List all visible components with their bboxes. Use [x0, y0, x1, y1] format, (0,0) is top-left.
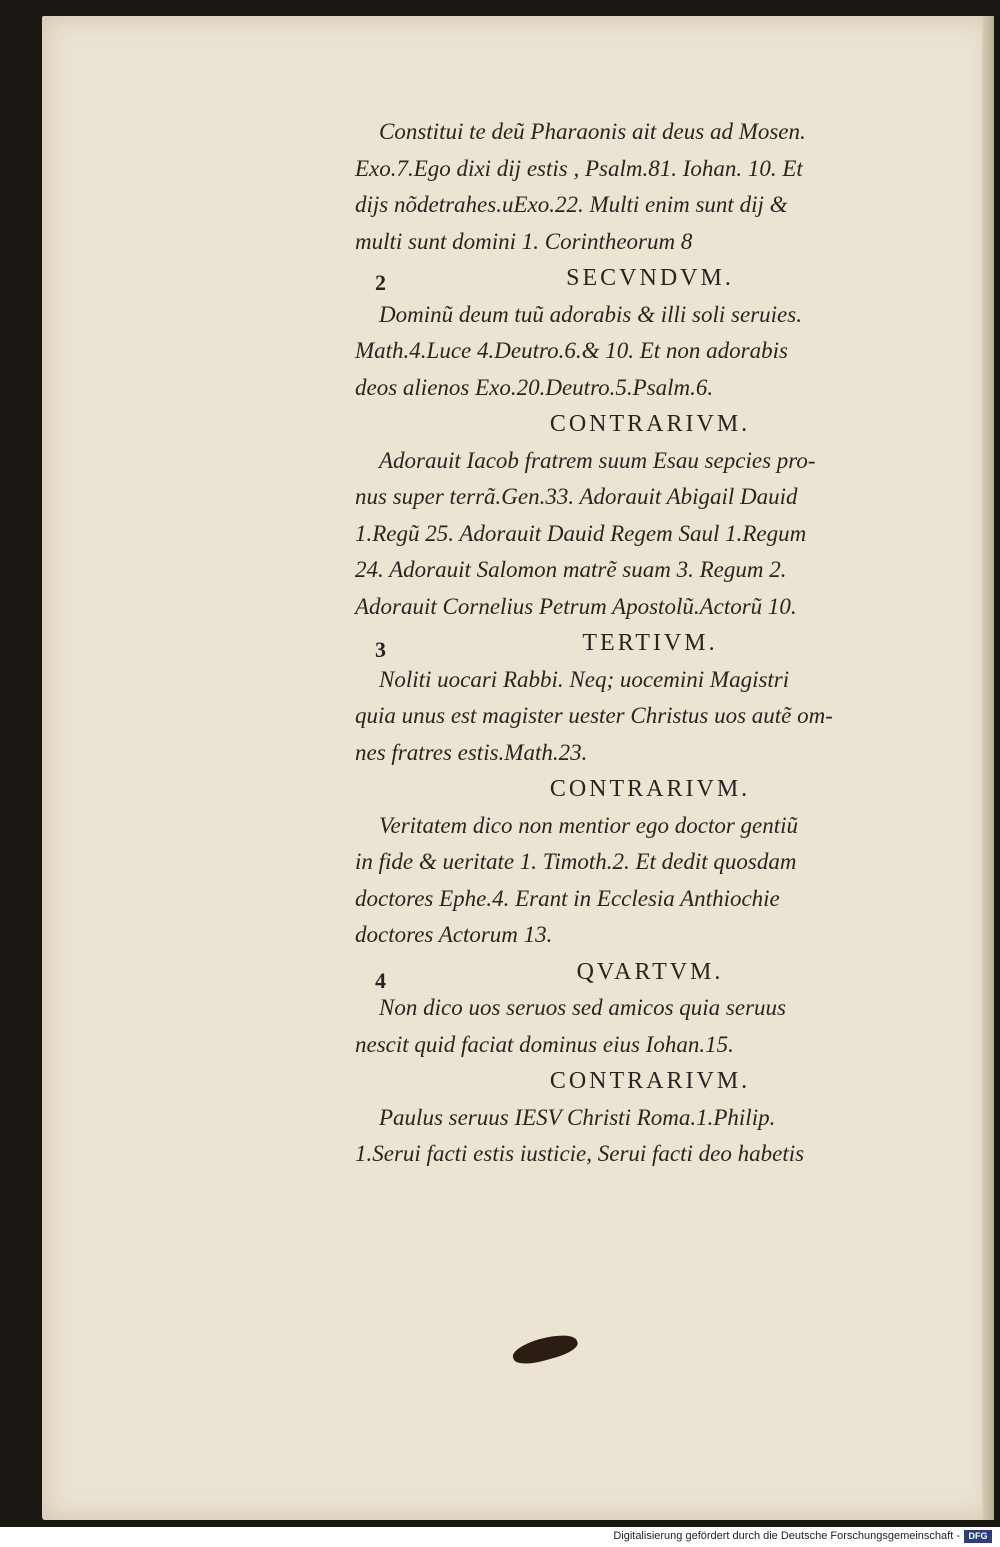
section-heading: SECVNDVM.: [566, 265, 734, 291]
text-line: 24. Adorauit Salomon matrẽ suam 3. Regum 2.: [355, 557, 787, 582]
section-heading: CONTRARIVM.: [549, 1068, 751, 1094]
section-heading: TERTIVM.: [582, 630, 718, 656]
section-heading: CONTRARIVM.: [549, 776, 751, 802]
text-line: quia unus est magister uester Christus uos autẽ om-: [355, 703, 833, 728]
text-line: multi sunt domini 1. Corintheorum 8: [355, 228, 693, 254]
text-line: dijs nõdetrahes.uExo.22. Multi enim sunt dij &: [355, 192, 788, 217]
text-line: nes fratres estis.Math.23.: [355, 739, 588, 765]
text-line: Noliti uocari Rabbi. Neq; uocemini Magistri: [379, 666, 790, 692]
text-line: Math.4.Luce 4.Deutro.6.& 10. Et non adorabis: [355, 338, 788, 363]
book-page: [42, 16, 994, 1520]
text-block: [355, 114, 945, 1173]
page-gutter: [982, 16, 994, 1520]
text-line: 1.Serui facti estis iusticie, Serui facti deo habetis: [355, 1141, 805, 1166]
text-line: Non dico uos seruos sed amicos quia seruus: [379, 995, 786, 1020]
ink-stain: [510, 1329, 580, 1368]
text-line: doctores Ephe.4. Erant in Ecclesia Anthiochie: [355, 885, 780, 911]
text-line: nescit quid faciat dominus eius Iohan.15.: [355, 1031, 734, 1057]
footer-credit: Digitalisierung gefördert durch die Deutsche Forschungsgemeinschaft -: [613, 1530, 960, 1542]
text-line: in fide & ueritate 1. Timoth.2. Et dedit quosdam: [355, 849, 797, 874]
text-line: Constitui te deũ Pharaonis ait deus ad Mosen.: [379, 119, 806, 144]
text-line: Veritatem dico non mentior ego doctor gentiũ: [379, 812, 799, 838]
text-line: 1.Regũ 25. Adorauit Dauid Regem Saul 1.Regum: [355, 520, 807, 546]
text-line: Paulus seruus IESV Christi Roma.1.Philip.: [379, 1104, 776, 1130]
text-line: Dominũ deum tuũ adorabis & illi soli seruies.: [379, 301, 802, 327]
text-line: doctores Actorum 13.: [355, 922, 553, 947]
text-line: Adorauit Iacob fratrem suum Esau sepcies pro-: [379, 447, 816, 473]
marginal-number-3: 3: [375, 637, 386, 662]
text-line: Exo.7.Ego dixi dij estis , Psalm.81. Iohan. 10. Et: [355, 155, 803, 181]
text-line: nus super terrã.Gen.33. Adorauit Abigail Dauid: [355, 484, 798, 509]
section-heading: CONTRARIVM.: [549, 411, 751, 437]
footer-bar: [0, 1527, 1000, 1547]
dfg-logo: DFG: [964, 1530, 992, 1543]
text-line: Adorauit Cornelius Petrum Apostolũ.Actorũ 10.: [355, 593, 797, 619]
marginal-number-4: 4: [375, 968, 386, 993]
text-line: deos alienos Exo.20.Deutro.5.Psalm.6.: [355, 374, 714, 400]
marginal-number-2: 2: [375, 270, 386, 295]
section-heading: QVARTVM.: [576, 958, 724, 985]
